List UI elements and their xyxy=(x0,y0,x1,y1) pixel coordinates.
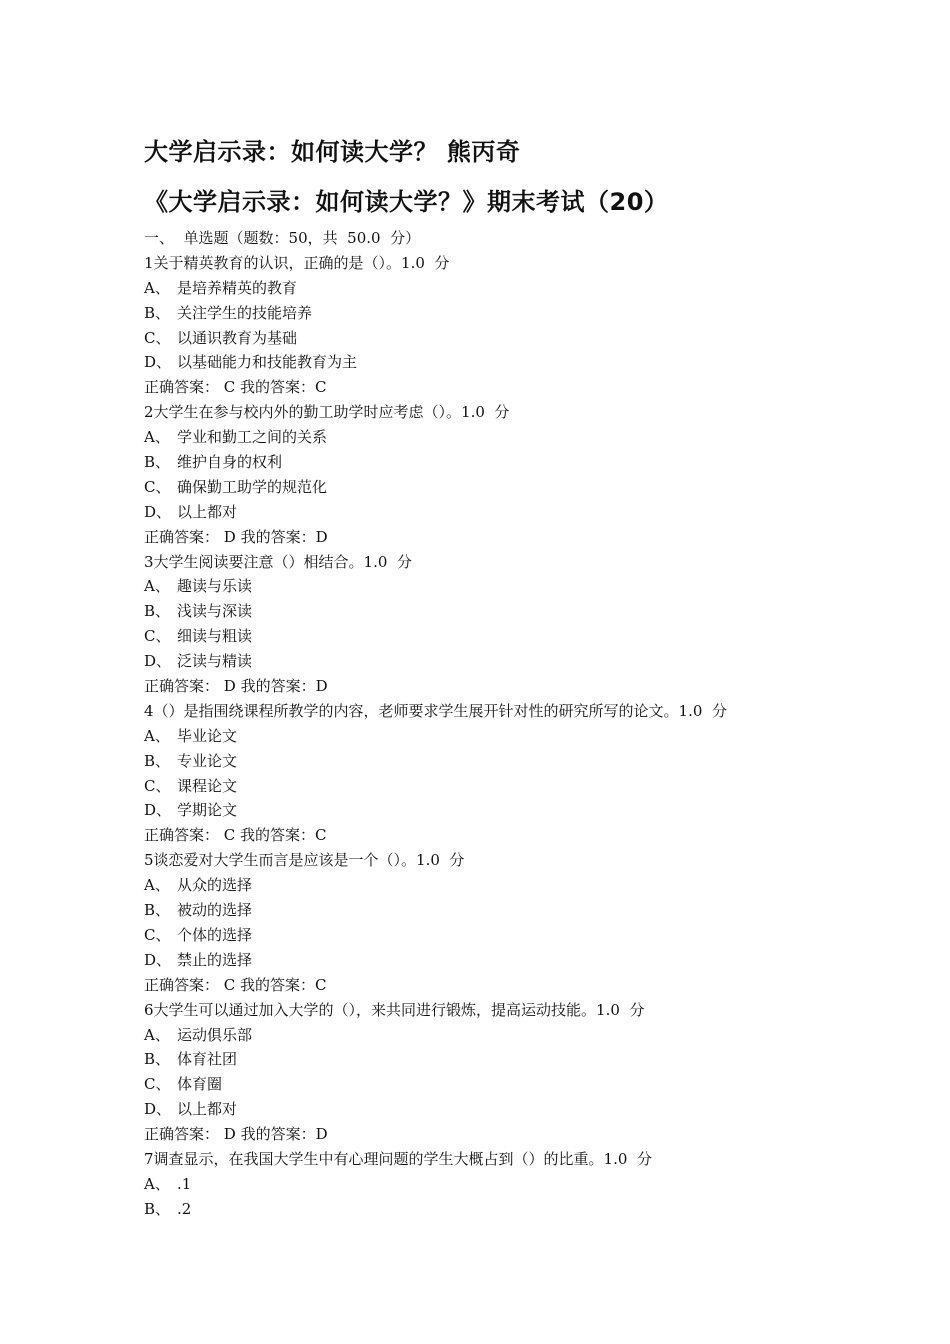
option-text: 维护自身的权利 xyxy=(177,453,283,472)
option-letter: C、 xyxy=(144,328,171,347)
option-letter: A、 xyxy=(144,876,170,895)
option-letter: A、 xyxy=(144,577,170,596)
option-text: 以通识教育为基础 xyxy=(177,328,298,347)
question-list xyxy=(144,251,904,1222)
option-letter: D、 xyxy=(144,950,172,969)
option-text: .2 xyxy=(177,1199,192,1218)
option-letter: B、 xyxy=(144,1199,171,1218)
answer-line: 正确答案： C 我的答案：C xyxy=(144,975,327,994)
answer-option xyxy=(144,649,904,674)
answer-option xyxy=(144,1047,904,1072)
option-letter: B、 xyxy=(144,303,171,322)
answer-option xyxy=(144,749,904,774)
answer-option xyxy=(144,724,904,749)
question-block xyxy=(144,1147,904,1222)
section-header: 一、 单选题（题数：50，共 50.0 分） xyxy=(144,229,421,247)
question-block xyxy=(144,848,904,997)
answer-option xyxy=(144,624,904,649)
answer-option xyxy=(144,301,904,326)
option-text: 浅读与深读 xyxy=(177,602,253,621)
answer-option xyxy=(144,475,904,500)
answer-option xyxy=(144,873,904,898)
option-text: 禁止的选择 xyxy=(177,950,253,969)
question-stem: 3大学生阅读要注意（）相结合。1.0 分 xyxy=(144,552,412,571)
option-text: 趣读与乐读 xyxy=(177,577,253,596)
option-text: 以基础能力和技能教育为主 xyxy=(177,353,358,372)
option-text: 细读与粗读 xyxy=(177,627,253,646)
option-letter: A、 xyxy=(144,1025,170,1044)
option-text: 从众的选择 xyxy=(177,876,253,895)
answer-option xyxy=(144,599,904,624)
answer-option xyxy=(144,326,904,351)
option-letter: D、 xyxy=(144,801,172,820)
option-text: .1 xyxy=(177,1174,192,1193)
option-letter: D、 xyxy=(144,1100,172,1119)
answer-line: 正确答案： C 我的答案：C xyxy=(144,378,327,397)
option-text: 确保勤工助学的规范化 xyxy=(177,477,328,496)
option-letter: A、 xyxy=(144,1174,170,1193)
option-text: 课程论文 xyxy=(177,776,238,795)
option-letter: B、 xyxy=(144,1050,171,1069)
answer-option xyxy=(144,276,904,301)
question-block xyxy=(144,998,904,1147)
option-letter: B、 xyxy=(144,453,171,472)
option-text: 毕业论文 xyxy=(177,726,238,745)
answer-line: 正确答案： D 我的答案：D xyxy=(144,527,328,546)
answer-option xyxy=(144,923,904,948)
option-text: 是培养精英的教育 xyxy=(177,278,298,297)
option-text: 体育圈 xyxy=(177,1075,223,1094)
option-letter: D、 xyxy=(144,502,172,521)
answer-option xyxy=(144,898,904,923)
option-letter: B、 xyxy=(144,901,171,920)
answer-option xyxy=(144,574,904,599)
option-text: 运动俱乐部 xyxy=(177,1025,253,1044)
document-page xyxy=(144,132,904,1222)
question-stem: 4（）是指围绕课程所教学的内容，老师要求学生展开针对性的研究所写的论文。1.0 分 xyxy=(144,701,727,720)
exam-title: 《大学启示录：如何读大学？》期末考试（20） xyxy=(144,188,669,216)
answer-option xyxy=(144,1072,904,1097)
answer-line: 正确答案： D 我的答案：D xyxy=(144,1125,328,1144)
option-text: 泛读与精读 xyxy=(177,652,253,671)
question-block xyxy=(144,699,904,848)
option-letter: A、 xyxy=(144,726,170,745)
option-text: 个体的选择 xyxy=(177,925,253,944)
option-letter: C、 xyxy=(144,1075,171,1094)
document-title: 大学启示录：如何读大学？ 熊丙奇 xyxy=(144,138,521,166)
answer-option xyxy=(144,350,904,375)
answer-option xyxy=(144,1097,904,1122)
option-letter: D、 xyxy=(144,353,172,372)
option-letter: C、 xyxy=(144,776,171,795)
question-stem: 6大学生可以通过加入大学的（），来共同进行锻炼，提高运动技能。1.0 分 xyxy=(144,1000,645,1019)
answer-option xyxy=(144,774,904,799)
answer-line: 正确答案： C 我的答案：C xyxy=(144,826,327,845)
answer-option xyxy=(144,798,904,823)
option-letter: D、 xyxy=(144,652,172,671)
question-block xyxy=(144,550,904,699)
option-text: 被动的选择 xyxy=(177,901,253,920)
answer-option xyxy=(144,1023,904,1048)
option-letter: B、 xyxy=(144,602,171,621)
option-letter: B、 xyxy=(144,751,171,770)
answer-option xyxy=(144,500,904,525)
option-letter: A、 xyxy=(144,428,170,447)
answer-line: 正确答案： D 我的答案：D xyxy=(144,677,328,696)
question-block xyxy=(144,400,904,549)
question-block xyxy=(144,251,904,400)
option-letter: C、 xyxy=(144,477,171,496)
option-text: 以上都对 xyxy=(177,502,238,521)
option-letter: A、 xyxy=(144,278,170,297)
option-text: 关注学生的技能培养 xyxy=(177,303,313,322)
question-stem: 1关于精英教育的认识，正确的是（）。1.0 分 xyxy=(144,253,450,272)
option-text: 专业论文 xyxy=(177,751,238,770)
option-text: 体育社团 xyxy=(177,1050,238,1069)
option-letter: C、 xyxy=(144,627,171,646)
answer-option xyxy=(144,948,904,973)
question-stem: 2大学生在参与校内外的勤工助学时应考虑（）。1.0 分 xyxy=(144,403,510,422)
option-text: 学期论文 xyxy=(177,801,238,820)
answer-option xyxy=(144,450,904,475)
option-text: 以上都对 xyxy=(177,1100,238,1119)
answer-option xyxy=(144,1172,904,1197)
option-text: 学业和勤工之间的关系 xyxy=(177,428,328,447)
question-stem: 5谈恋爱对大学生而言是应该是一个（）。1.0 分 xyxy=(144,851,465,870)
option-letter: C、 xyxy=(144,925,171,944)
answer-option xyxy=(144,1197,904,1222)
answer-option xyxy=(144,425,904,450)
question-stem: 7调查显示，在我国大学生中有心理问题的学生大概占到（）的比重。1.0 分 xyxy=(144,1149,652,1168)
